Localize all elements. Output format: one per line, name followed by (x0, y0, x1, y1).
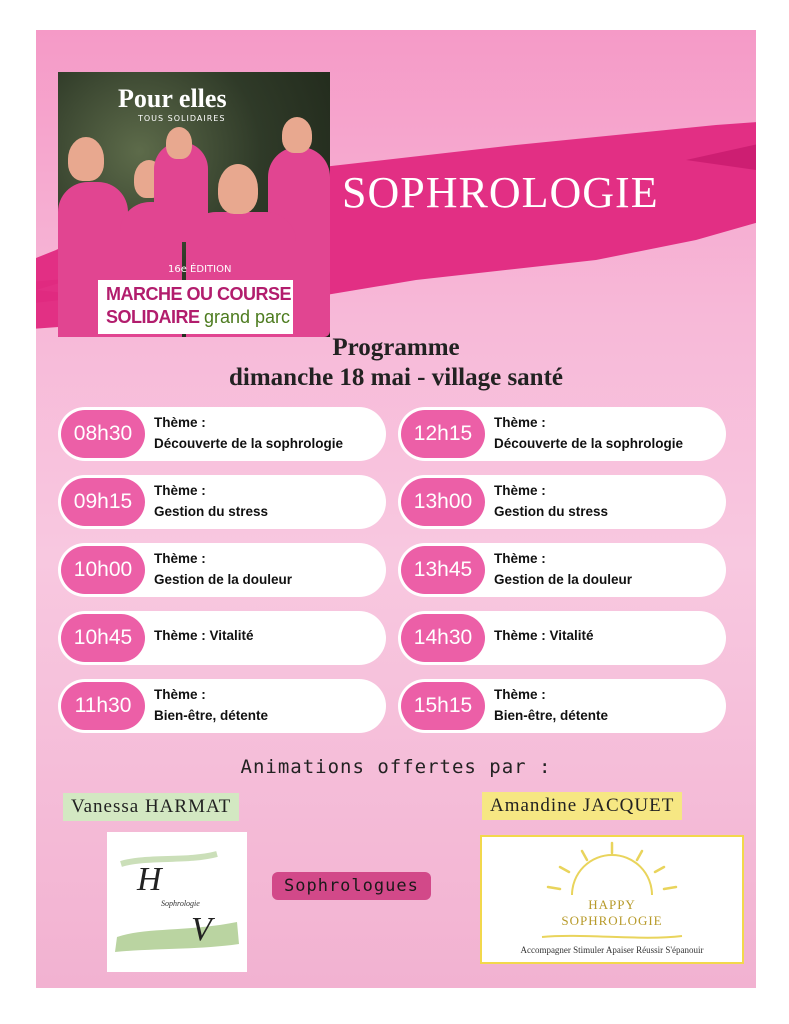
slot-time: 13h00 (401, 478, 485, 526)
course-logo-sub: TOUS SOLIDAIRES (138, 114, 226, 123)
slot-time: 10h45 (61, 614, 145, 662)
slot-theme-inline: Thème : Vitalité (494, 628, 594, 643)
page-title: SOPHROLOGIE (342, 168, 659, 217)
slot-theme-value: Gestion du stress (154, 504, 269, 519)
slot-theme-value: Découverte de la sophrologie (494, 436, 684, 451)
slot-time: 13h45 (401, 546, 485, 594)
runner-face (166, 127, 192, 159)
event-photo (58, 72, 330, 337)
slot-theme-value: Gestion du stress (494, 504, 609, 519)
hv-sophrologie-logo (107, 832, 247, 972)
slot-theme-value: Gestion de la douleur (494, 572, 633, 587)
edition-label: 16e ÉDITION (168, 264, 232, 275)
slot-theme-label: Thème : (494, 551, 546, 566)
slot-theme-inline: Thème : Vitalité (154, 628, 254, 643)
course-logo: Pour elles (118, 84, 227, 113)
schedule-slot (398, 543, 726, 597)
schedule-slot (58, 475, 386, 529)
schedule-slot (58, 543, 386, 597)
race-line2: SOLIDAIRE (106, 307, 200, 327)
programme-heading: Programme (332, 334, 460, 361)
logo-letter-v: V (191, 911, 212, 948)
logo-letter-h: H (137, 861, 162, 898)
poster (36, 30, 756, 988)
schedule-slot (398, 475, 726, 529)
slot-theme-label: Thème : (154, 687, 206, 702)
logo-word: Sophrologie (161, 899, 200, 908)
logo-underline (482, 932, 742, 942)
race-line1: MARCHE OU COURSE (106, 284, 292, 304)
slot-time: 14h30 (401, 614, 485, 662)
sophrologues-badge: Sophrologues (272, 872, 431, 900)
slot-time: 08h30 (61, 410, 145, 458)
slot-theme-value: Découverte de la sophrologie (154, 436, 344, 451)
schedule-slot (398, 407, 726, 461)
sun-icon (482, 837, 742, 897)
race-banner (98, 280, 293, 334)
runner-face (68, 137, 104, 181)
animations-heading: Animations offertes par : (240, 756, 552, 778)
schedule-slot (398, 679, 726, 733)
slot-theme-label: Thème : (494, 687, 546, 702)
presenter-name-left: Vanessa HARMAT (63, 793, 239, 821)
slot-theme-label: Thème : (154, 551, 206, 566)
presenter-name-right: Amandine JACQUET (482, 792, 682, 820)
slot-theme-value: Gestion de la douleur (154, 572, 293, 587)
schedule-slot (58, 679, 386, 733)
schedule-slot (58, 611, 386, 665)
slot-theme-label: Thème : (494, 415, 546, 430)
slot-theme-value: Bien-être, détente (154, 708, 269, 723)
schedule-slot (398, 611, 726, 665)
slot-time: 11h30 (61, 682, 145, 730)
logo-sophrologie: SOPHROLOGIE (561, 913, 663, 928)
slot-theme-label: Thème : (154, 483, 206, 498)
runner-face (282, 117, 312, 153)
runner-face (218, 164, 258, 214)
slot-time: 10h00 (61, 546, 145, 594)
slot-time: 12h15 (401, 410, 485, 458)
logo-tagline: Accompagner Stimuler Apaiser Réussir S'épanouir (520, 945, 704, 955)
race-brand: grand parc (204, 307, 291, 327)
slot-time: 09h15 (61, 478, 145, 526)
slot-time: 15h15 (401, 682, 485, 730)
slot-theme-label: Thème : (154, 415, 206, 430)
slot-theme-value: Bien-être, détente (494, 708, 609, 723)
logo-happy: HAPPY (588, 897, 636, 912)
happy-sophrologie-logo (480, 835, 744, 964)
slot-theme-label: Thème : (494, 483, 546, 498)
programme-date: dimanche 18 mai - village santé (228, 364, 563, 391)
schedule-slot (58, 407, 386, 461)
